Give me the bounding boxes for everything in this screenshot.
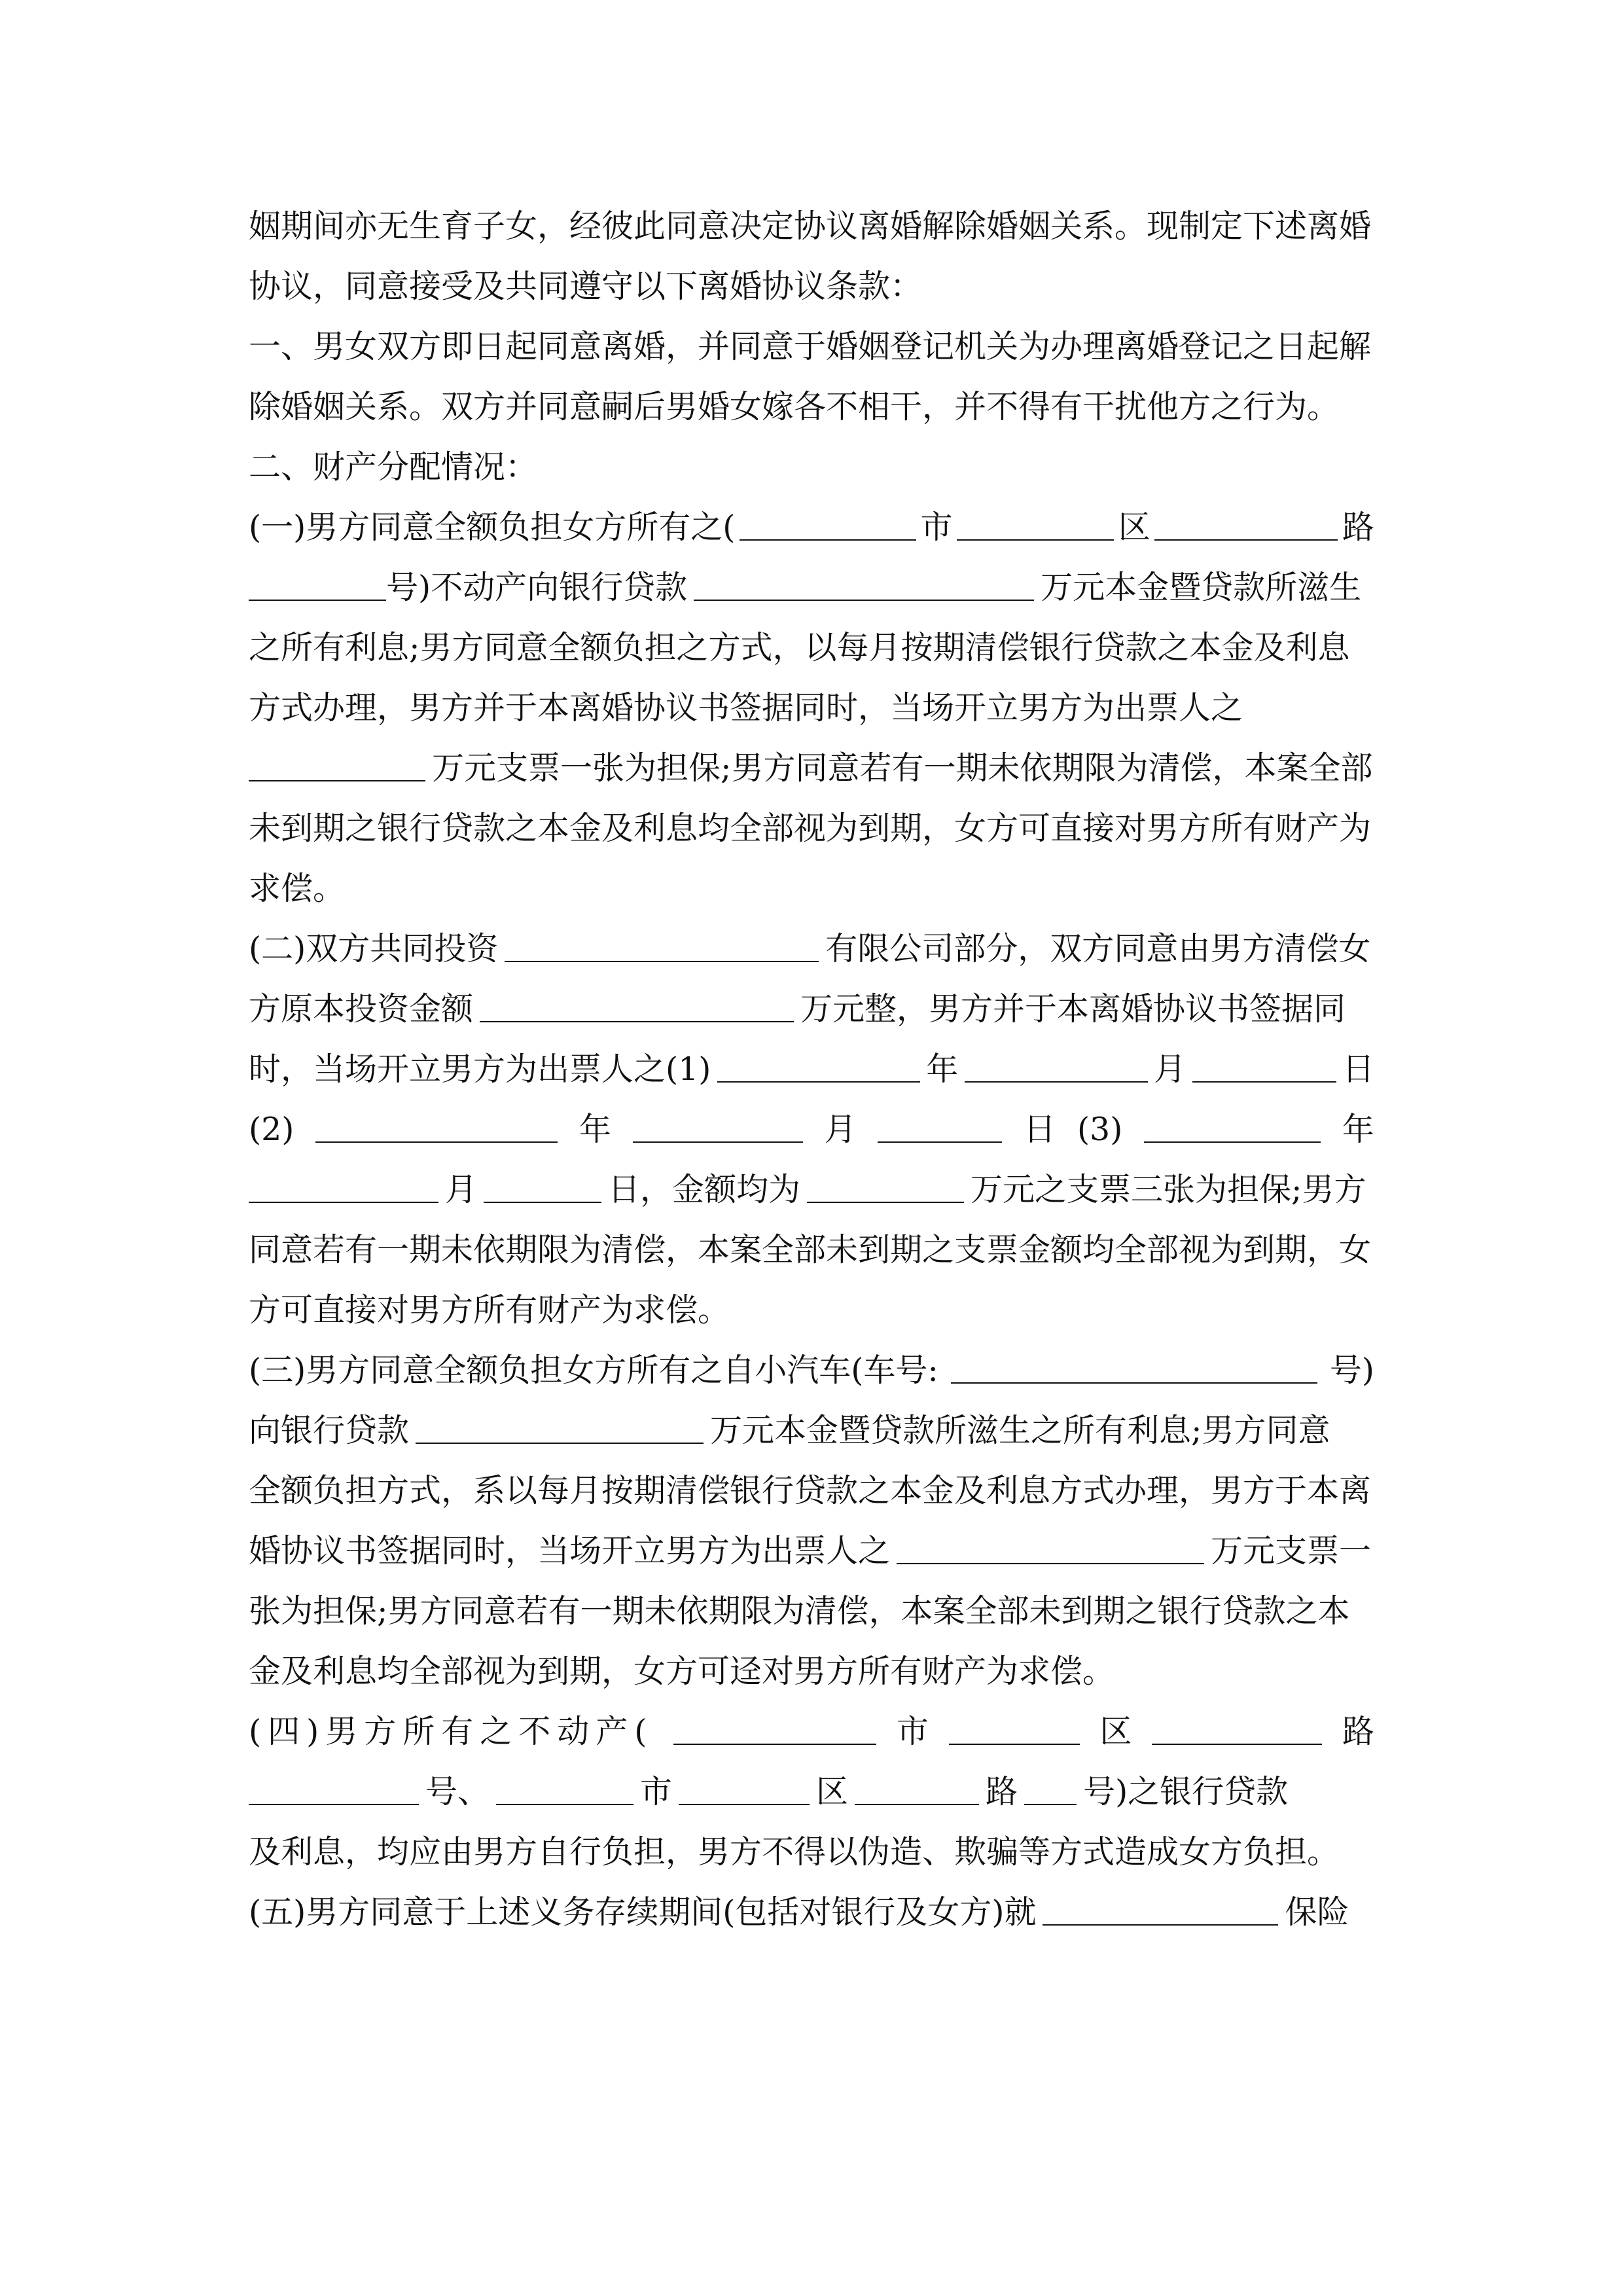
fill-in-blank[interactable] xyxy=(1154,538,1338,541)
text-line xyxy=(249,919,1374,979)
text-segment: 万元本金暨贷款所滋生 xyxy=(1041,569,1362,606)
text-line xyxy=(249,1641,1374,1702)
text-segment: 张为担保;男方同意若有一期未依期限为清偿，本案全部未到期之银行贷款之本 xyxy=(249,1592,1350,1630)
text-segment: (三)男方同意全额负担女方所有之自小汽车(车号: xyxy=(249,1352,938,1389)
text-line xyxy=(249,678,1374,738)
text-line xyxy=(249,1220,1374,1280)
fill-in-blank[interactable] xyxy=(249,1200,438,1203)
text-segment: 年 xyxy=(926,1050,959,1088)
text-segment: 区 xyxy=(1099,1713,1132,1750)
text-segment: 号) xyxy=(1329,1352,1374,1389)
text-segment: 万元整，男方并于本离婚协议书签据同 xyxy=(800,990,1346,1028)
text-segment: 金及利息均全部视为到期，女方可迳对男方所有财产为求偿。 xyxy=(249,1653,1115,1690)
text-segment: 保险 xyxy=(1285,1893,1349,1931)
text-segment: 号)不动产向银行贷款 xyxy=(386,569,688,606)
text-segment: 月 xyxy=(824,1111,857,1148)
text-segment: 路 xyxy=(1342,1713,1374,1750)
text-segment: 万元支票一张为担保;男方同意若有一期未依期限为清偿，本案全部 xyxy=(432,749,1373,787)
fill-in-blank[interactable] xyxy=(965,1080,1148,1083)
text-segment: 月 xyxy=(445,1171,478,1208)
text-line xyxy=(249,859,1374,919)
fill-in-blank[interactable] xyxy=(878,1140,1002,1143)
fill-in-blank[interactable] xyxy=(679,1803,810,1805)
text-line xyxy=(249,1039,1374,1100)
text-line xyxy=(249,1340,1374,1401)
text-segment: 日，金额均为 xyxy=(608,1171,801,1208)
fill-in-blank[interactable] xyxy=(249,1803,419,1805)
text-segment: (一)男方同意全额负担女方所有之( xyxy=(249,509,736,546)
text-segment: 号)之银行贷款 xyxy=(1083,1773,1289,1810)
text-segment: 及利息，均应由男方自行负担，男方不得以伪造、欺骗等方式造成女方负担。 xyxy=(249,1833,1340,1871)
text-segment: 月 xyxy=(1154,1050,1186,1088)
fill-in-blank[interactable] xyxy=(957,538,1114,541)
text-segment: 向银行贷款 xyxy=(249,1412,410,1449)
fill-in-blank[interactable] xyxy=(484,1200,601,1203)
text-segment: 年 xyxy=(579,1111,611,1148)
text-segment: (二)双方共同投资 xyxy=(249,930,499,967)
text-line xyxy=(249,1762,1374,1822)
text-segment: 日 xyxy=(1342,1050,1374,1088)
text-segment: 未到期之银行贷款之本金及利息均全部视为到期，女方可直接对男方所有财产为 xyxy=(249,810,1372,847)
fill-in-blank[interactable] xyxy=(249,598,386,601)
text-segment: 路 xyxy=(986,1773,1018,1810)
text-segment: 二、财产分配情况： xyxy=(249,448,538,486)
text-segment: 区 xyxy=(1118,509,1150,546)
fill-in-blank[interactable] xyxy=(416,1441,704,1444)
fill-in-blank[interactable] xyxy=(315,1140,558,1143)
text-line xyxy=(249,1581,1374,1641)
text-line xyxy=(249,798,1374,859)
text-line xyxy=(249,317,1374,377)
text-segment: (四)男方所有之不动产( xyxy=(249,1713,654,1750)
text-segment: 协议，同意接受及共同遵守以下离婚协议条款： xyxy=(249,268,923,305)
text-segment: 日 xyxy=(1024,1111,1056,1148)
text-line xyxy=(249,1702,1374,1762)
fill-in-blank[interactable] xyxy=(480,1020,794,1022)
text-line xyxy=(249,497,1374,558)
fill-in-blank[interactable] xyxy=(807,1200,964,1203)
text-line xyxy=(249,196,1374,257)
section-heading xyxy=(249,437,1374,497)
text-line xyxy=(249,558,1374,618)
fill-in-blank[interactable] xyxy=(249,779,425,781)
text-segment: 有限公司部分，双方同意由男方清偿女 xyxy=(825,930,1371,967)
text-line xyxy=(249,1160,1374,1220)
text-segment: (2) xyxy=(249,1111,294,1148)
fill-in-blank[interactable] xyxy=(505,960,819,962)
fill-in-blank[interactable] xyxy=(740,538,916,541)
fill-in-blank[interactable] xyxy=(897,1562,1204,1564)
fill-in-blank[interactable] xyxy=(633,1140,803,1143)
text-segment: 除婚姻关系。双方并同意嗣后男婚女嫁各不相干，并不得有干扰他方之行为。 xyxy=(249,388,1340,425)
text-segment: 市 xyxy=(896,1713,929,1750)
fill-in-blank[interactable] xyxy=(1152,1742,1322,1745)
text-segment: (五)男方同意于上述义务存续期间(包括对银行及女方)就 xyxy=(249,1893,1037,1931)
text-line xyxy=(249,257,1374,317)
text-line xyxy=(249,1461,1374,1521)
fill-in-blank[interactable] xyxy=(949,1742,1080,1745)
text-segment: 万元支票一 xyxy=(1211,1532,1372,1570)
text-segment: 求偿。 xyxy=(249,870,346,907)
text-line xyxy=(249,618,1374,678)
text-segment: 婚协议书签据同时，当场开立男方为出票人之 xyxy=(249,1532,891,1570)
text-line xyxy=(249,1822,1374,1882)
text-segment: 方可直接对男方所有财产为求偿。 xyxy=(249,1291,730,1329)
text-segment: 之所有利息;男方同意全额负担之方式，以每月按期清偿银行贷款之本金及利息 xyxy=(249,629,1350,666)
text-segment: 万元本金暨贷款所滋生之所有利息;男方同意 xyxy=(710,1412,1330,1449)
text-line xyxy=(249,1521,1374,1581)
text-segment: 一、男女双方即日起同意离婚，并同意于婚姻登记机关为办理离婚登记之日起解 xyxy=(249,328,1372,365)
fill-in-blank[interactable] xyxy=(1043,1923,1278,1926)
text-segment: 同意若有一期未依期限为清偿，本案全部未到期之支票金额均全部视为到期，女 xyxy=(249,1231,1372,1268)
fill-in-blank[interactable] xyxy=(1192,1080,1336,1083)
text-segment: 市 xyxy=(920,509,953,546)
fill-in-blank[interactable] xyxy=(951,1381,1317,1384)
fill-in-blank[interactable] xyxy=(855,1803,979,1805)
text-segment: 全额负担方式，系以每月按期清偿银行贷款之本金及利息方式办理，男方于本离 xyxy=(249,1472,1372,1509)
fill-in-blank[interactable] xyxy=(717,1080,920,1083)
text-line xyxy=(249,979,1374,1039)
text-segment: 路 xyxy=(1342,509,1374,546)
text-segment: (3) xyxy=(1077,1111,1123,1148)
text-line xyxy=(249,1100,1374,1160)
fill-in-blank[interactable] xyxy=(694,598,1034,601)
text-segment: 万元之支票三张为担保;男方 xyxy=(971,1171,1366,1208)
text-line xyxy=(249,377,1374,437)
text-segment: 区 xyxy=(816,1773,849,1810)
fill-in-blank[interactable] xyxy=(1144,1140,1321,1143)
text-line xyxy=(249,1280,1374,1340)
fill-in-blank[interactable] xyxy=(496,1803,633,1805)
text-line xyxy=(249,1401,1374,1461)
text-segment: 方式办理，男方并于本离婚协议书签据同时，当场开立男方为出票人之 xyxy=(249,689,1243,726)
text-segment: 年 xyxy=(1342,1111,1374,1148)
document-body xyxy=(249,196,1374,1943)
text-segment: 姻期间亦无生育子女，经彼此同意决定协议离婚解除婚姻关系。现制定下述离婚 xyxy=(249,207,1372,245)
fill-in-blank[interactable] xyxy=(673,1742,876,1745)
text-segment: 市 xyxy=(640,1773,673,1810)
text-line xyxy=(249,1882,1374,1943)
fill-in-blank[interactable] xyxy=(1024,1803,1077,1805)
text-segment: 号、 xyxy=(425,1773,490,1810)
text-segment: 时，当场开立男方为出票人之(1) xyxy=(249,1050,711,1088)
text-segment: 方原本投资金额 xyxy=(249,990,474,1028)
text-line xyxy=(249,738,1374,798)
